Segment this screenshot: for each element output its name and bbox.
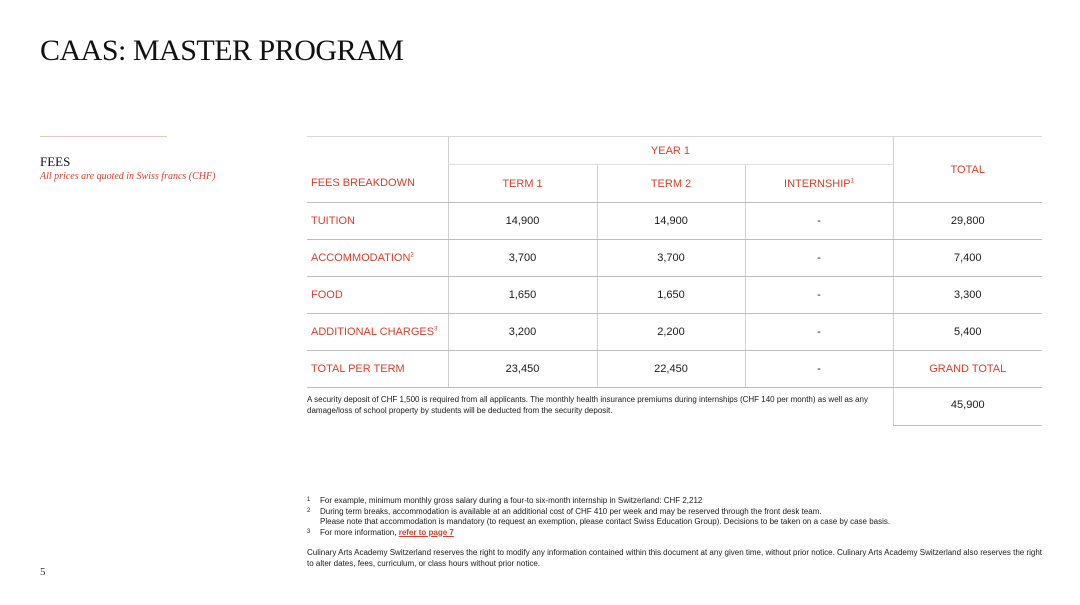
fees-table	[307, 136, 1042, 426]
total-value: 3,300	[893, 277, 1042, 314]
term1-header: TERM 1	[448, 165, 597, 203]
page-number: 5	[40, 566, 46, 578]
row-label	[307, 277, 448, 314]
internship-footnote-mark: 1	[850, 177, 854, 184]
footnote-mark	[307, 517, 320, 528]
term1-value: 1,650	[448, 277, 597, 314]
header-empty-cell	[307, 137, 448, 165]
footnote	[307, 507, 1047, 518]
fees-breakdown-header: FEES BREAKDOWN	[307, 165, 448, 203]
row-footnote-mark: 2	[410, 252, 414, 259]
table-row	[307, 351, 1042, 388]
internship-value: -	[745, 351, 893, 388]
disclaimer: Culinary Arts Academy Switzerland reserves the right to modify any information contained within this document at any given time, without prior notice. Culinary Arts Academy Switzerland also reserves the right to alter dates, fees, curriculum, or class hours without prior notice.	[307, 548, 1043, 568]
internship-value: -	[745, 314, 893, 351]
row-label-text: FOOD	[311, 289, 343, 301]
table-row	[307, 277, 1042, 314]
footnote	[307, 496, 1047, 507]
internship-value: -	[745, 277, 893, 314]
row-footnote-mark: 3	[434, 326, 438, 333]
row-label	[307, 203, 448, 240]
internship-header-label: INTERNSHIP	[784, 177, 851, 190]
total-value: 29,800	[893, 203, 1042, 240]
grand-total-value: 45,900	[893, 388, 1042, 426]
deposit-row	[307, 388, 1042, 426]
internship-value: -	[745, 203, 893, 240]
footnote-mark: 3	[307, 528, 311, 535]
grand-total-label: GRAND TOTAL	[893, 351, 1042, 388]
footnote	[307, 528, 1047, 539]
term2-value: 2,200	[597, 314, 745, 351]
internship-header	[745, 165, 893, 203]
total-header: TOTAL	[893, 137, 1042, 203]
section-divider	[40, 136, 167, 137]
footnote-text	[320, 528, 1047, 539]
term2-value: 1,650	[597, 277, 745, 314]
footnote-text-prefix: For more information,	[320, 527, 399, 537]
term1-value: 3,700	[448, 240, 597, 277]
term1-value: 3,200	[448, 314, 597, 351]
total-value: 7,400	[893, 240, 1042, 277]
total-value: 5,400	[893, 314, 1042, 351]
row-label	[307, 351, 448, 388]
row-label	[307, 240, 448, 277]
row-label-text: ACCOMMODATION	[311, 252, 411, 264]
refer-to-page-link[interactable]: refer to page 7	[398, 527, 454, 537]
footnote-mark: 2	[307, 507, 311, 514]
table-header-row	[307, 137, 1042, 165]
page-title: CAAS: MASTER PROGRAM	[40, 34, 404, 67]
footnotes	[307, 496, 1047, 538]
fees-currency-note: All prices are quoted in Swiss francs (CHF)	[40, 171, 216, 182]
term2-value: 3,700	[597, 240, 745, 277]
term2-header: TERM 2	[597, 165, 745, 203]
row-label-text: TUITION	[311, 215, 355, 227]
deposit-note: A security deposit of CHF 1,500 is required from all applicants. The monthly health insurance premiums during internships (CHF 140 per month) as well as any damage/loss of school property by students will be deducted from the security deposit.	[307, 395, 869, 415]
term1-value: 23,450	[448, 351, 597, 388]
row-label-text: TOTAL PER TERM	[311, 363, 405, 375]
footnote-text: During term breaks, accommodation is available at an additional cost of CHF 410 per week and may be reserved through the front desk team.	[320, 506, 822, 516]
row-label	[307, 314, 448, 351]
internship-value: -	[745, 240, 893, 277]
term1-value: 14,900	[448, 203, 597, 240]
footnote-text: Please note that accommodation is mandatory (to request an exemption, please contact Swiss Education Group). Decisions to be taken on a case by case basis.	[320, 517, 891, 526]
table-row	[307, 240, 1042, 277]
footnote-text: For example, minimum monthly gross salary during a four-to six-month internship in Switzerland: CHF 2,212	[320, 496, 703, 505]
table-row	[307, 203, 1042, 240]
row-label-text: ADDITIONAL CHARGES	[311, 326, 435, 338]
year-header: YEAR 1	[448, 137, 893, 165]
footnote	[307, 517, 1047, 528]
footnote-mark: 1	[307, 497, 311, 503]
term2-value: 14,900	[597, 203, 745, 240]
term2-value: 22,450	[597, 351, 745, 388]
fees-heading: FEES	[40, 154, 71, 169]
table-row	[307, 314, 1042, 351]
